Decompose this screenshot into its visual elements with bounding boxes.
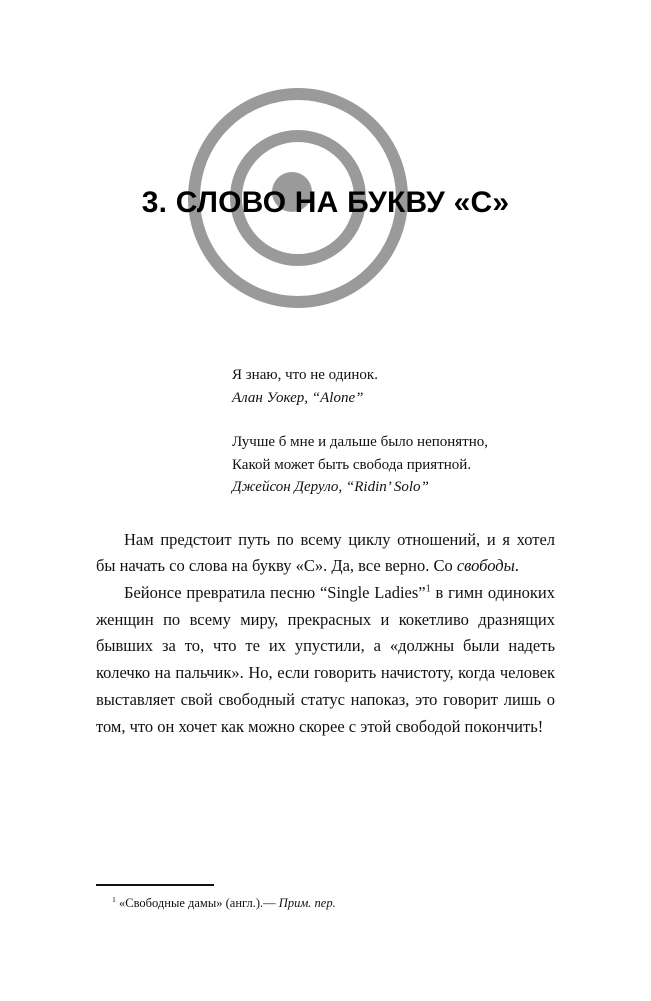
epigraph-2-line-2: Какой может быть свобода приятной. <box>232 456 472 473</box>
paragraph-1-emphasis: свободы <box>456 556 515 576</box>
epigraph-1-source: Алан Уокер, “Alone” <box>232 389 364 406</box>
chapter-title: 3. СЛОВО НА БУКВУ «С» <box>141 186 510 219</box>
footnote-separator-rule <box>96 884 214 886</box>
footnote-text-a: «Свободные дамы» (англ.).— <box>115 896 279 910</box>
footnote-text <box>96 895 555 913</box>
paragraph-1-text-a: Нам предстоит путь по всему циклу отношений, и я хотел бы начать со слова на букву «С». Да, все верно. Со <box>96 529 555 576</box>
paragraph-1-text-b: . <box>514 556 519 576</box>
paragraph-2-text-a: Бейонсе превратила песню “Single Ladies” <box>124 582 426 602</box>
epigraph-2-source: Джейсон Деруло, “Ridin’ Solo” <box>232 479 429 495</box>
chapter-header <box>0 0 651 330</box>
epigraph-1 <box>232 364 547 409</box>
body-text <box>96 527 555 741</box>
paragraph-1 <box>96 527 555 580</box>
footnote-reference-marker[interactable]: 1 <box>425 583 431 595</box>
epigraph-2-line-1: Лучше б мне и дальше было непонятно, <box>232 434 489 450</box>
epigraph-block <box>232 364 547 499</box>
footnote-area <box>96 884 555 913</box>
paragraph-2-text-b: в гимн одиноких женщин по всему миру, прекрасных и кокетливо дразнящих бывших за то, что те их упустили, а «должны были надеть колечко на пальчик». Но, если говорить начистоту, когда человек выставляет свой свободный статус напоказ, это говорит лишь о том, что он хочет как можно скорее с этой свободой покончить! <box>96 582 555 736</box>
footnote-text-italic: Прим. пер. <box>278 896 336 910</box>
epigraph-2 <box>232 431 547 499</box>
epigraph-1-line-1: Я знаю, что не одинок. <box>232 367 378 383</box>
paragraph-2 <box>96 580 555 740</box>
footnote-marker: 1 <box>112 894 116 904</box>
